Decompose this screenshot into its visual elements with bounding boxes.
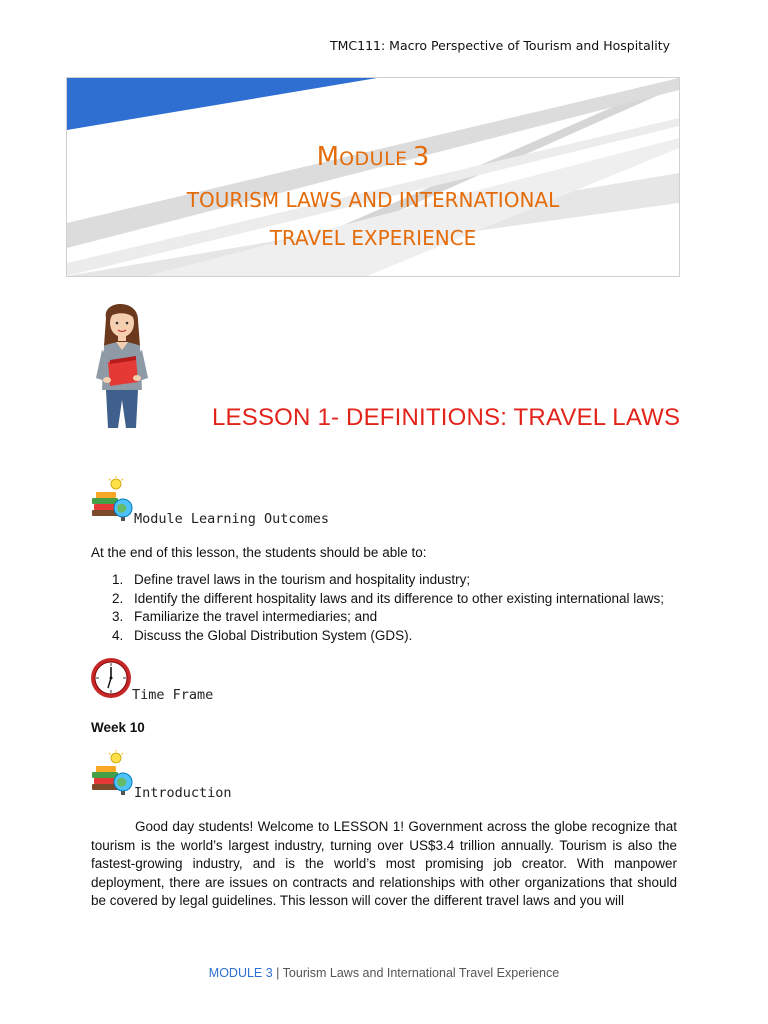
list-item	[112, 609, 664, 628]
footer-title: Tourism Laws and International Travel Experience	[282, 966, 560, 980]
list-item	[112, 572, 664, 591]
running-header: TMC111: Macro Perspective of Tourism and Hospitality	[329, 38, 670, 53]
lesson-title: LESSON 1- DEFINITIONS: TRAVEL LAWS	[212, 404, 681, 431]
footer-module: MODULE 3	[208, 966, 273, 980]
outcomes-intro: At the end of this lesson, the students should be able to:	[91, 545, 427, 560]
list-item-number: 4.	[112, 627, 124, 643]
list-item-text: Familiarize the travel intermediaries; and	[134, 609, 378, 624]
module-banner	[66, 77, 680, 277]
module-title-rest: ODULE	[339, 148, 408, 170]
books-globe-icon	[90, 476, 134, 522]
clock-icon	[89, 654, 133, 702]
list-item-text: Identify the different hospitality laws and its difference to other existing international laws;	[134, 590, 665, 606]
introduction-paragraph	[91, 818, 677, 911]
page-footer	[0, 966, 768, 980]
list-item-text: Discuss the Global Distribution System (GDS).	[134, 627, 413, 643]
teacher-illustration	[92, 298, 152, 430]
list-item-number: 1.	[112, 572, 124, 587]
module-subtitle-experience: EXPERIENCE	[351, 226, 477, 250]
outcomes-list	[112, 572, 664, 646]
module-number: 3	[412, 142, 430, 172]
list-item	[112, 591, 664, 610]
time-frame-label: Time Frame	[132, 687, 214, 703]
module-title-initial: M	[316, 142, 340, 172]
module-subtitle-line2	[67, 226, 679, 250]
module-title	[67, 142, 679, 172]
introduction-text: Good day students! Welcome to LESSON 1! Government across the globe recognize that tourism is the world’s largest industry, turning over US$3.4 trillion annually. Tourism is also the fastest-growing industry, and is the world’s most promising job creator. With manpower deployment, there are issues on contracts and relationships with other organizations that should be covered by legal guidelines. This lesson will cover the different travel laws and you will	[91, 819, 677, 909]
time-frame-value: Week 10	[91, 720, 145, 735]
books-globe-icon	[90, 750, 134, 796]
list-item-number: 3.	[112, 609, 124, 624]
module-subtitle-travel: TRAVEL	[269, 226, 345, 250]
outcomes-label: Module Learning Outcomes	[134, 511, 330, 527]
module-subtitle-line1: TOURISM LAWS AND INTERNATIONAL	[186, 188, 560, 212]
introduction-label: Introduction	[134, 785, 232, 801]
footer-separator: |	[276, 966, 280, 980]
list-item-text: Define travel laws in the tourism and hospitality industry;	[134, 572, 471, 587]
list-item-number: 2.	[112, 590, 124, 606]
list-item	[112, 628, 664, 647]
